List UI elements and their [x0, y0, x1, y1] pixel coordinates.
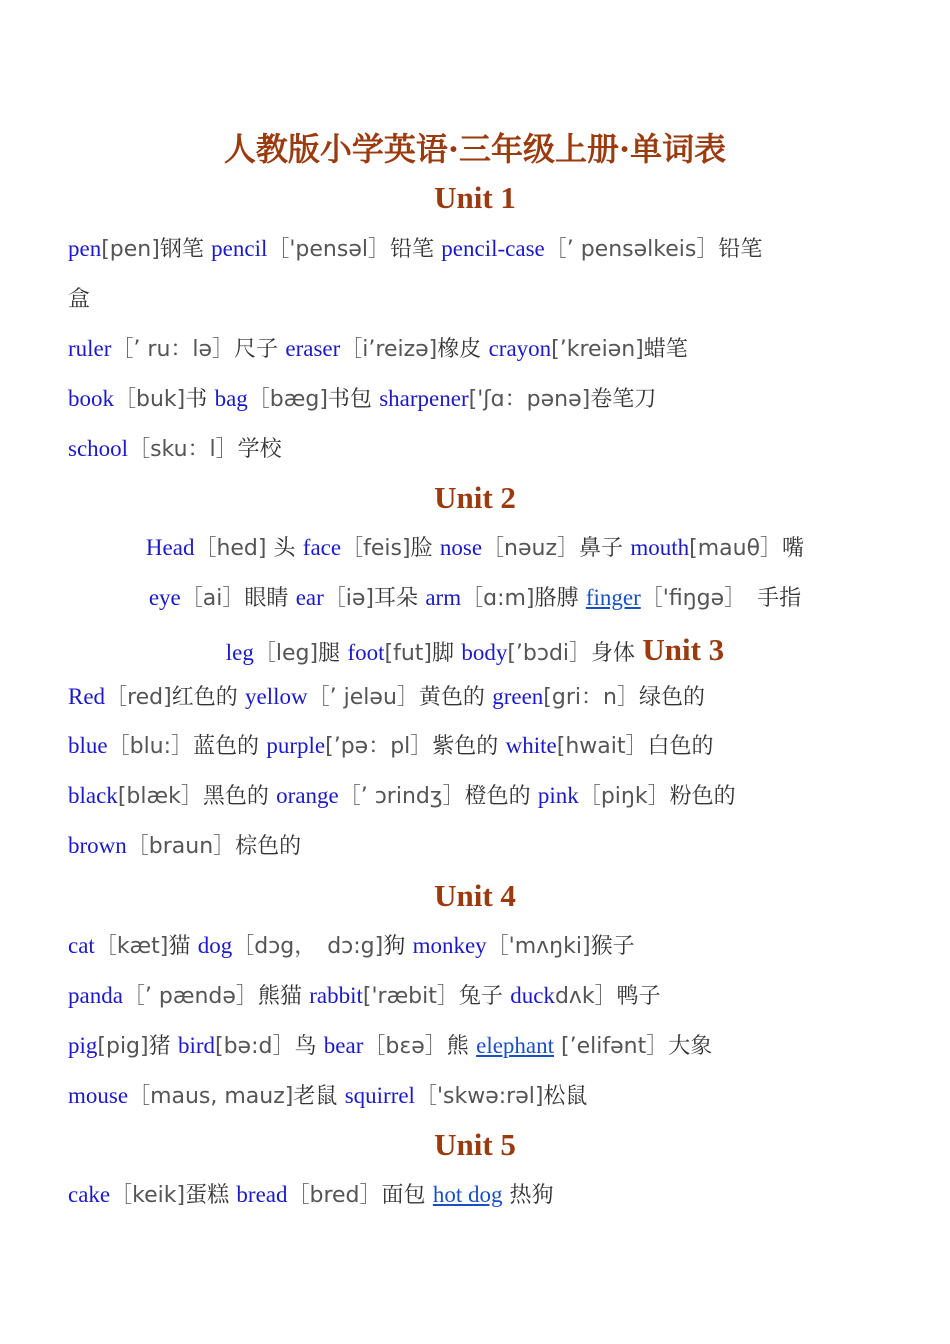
meaning: 蜡笔 [643, 337, 688, 362]
word: face [302, 535, 342, 560]
meaning: 书 [185, 387, 208, 412]
word: ruler [68, 336, 112, 361]
word: white [505, 733, 557, 758]
phonetic: ［braun］ [126, 834, 236, 859]
word: squirrel [344, 1083, 415, 1108]
word: crayon [488, 336, 552, 361]
unit-4-line-3 [68, 1029, 712, 1064]
unit-1-line-1-cont [68, 282, 90, 317]
word: pencil [211, 236, 268, 261]
meaning: 铅笔 [389, 237, 434, 262]
word: sharpener [379, 386, 469, 411]
meaning: 脚 [431, 641, 454, 666]
unit-4-line-2 [68, 979, 661, 1014]
word: cat [68, 933, 95, 958]
unit-5-line-1 [68, 1178, 554, 1213]
unit-2-line-3 [0, 630, 950, 674]
word: yellow [245, 684, 308, 709]
unit-1-line-2 [68, 332, 688, 367]
word-link[interactable]: elephant [476, 1033, 555, 1058]
phonetic: ［’ ɔrindʒ］ [338, 784, 465, 809]
meaning: 鸭子 [616, 984, 661, 1009]
word: leg [225, 640, 254, 665]
phonetic: ［hed] [194, 536, 267, 561]
meaning: 胳膊 [534, 586, 579, 611]
meaning: 钢笔 [159, 237, 204, 262]
meaning: 绿色的 [638, 685, 705, 710]
word-link[interactable]: finger [585, 585, 641, 610]
phonetic: ［blu:］ [107, 734, 194, 759]
word: mouse [68, 1083, 129, 1108]
phonetic: ［nəuz］ [482, 536, 580, 561]
unit-3-line-4 [68, 829, 301, 864]
phonetic: ［'fiŋgə］ [640, 586, 736, 611]
word: eye [148, 585, 181, 610]
meaning: 卷笔刀 [590, 387, 657, 412]
phonetic: ［sku：l］ [128, 437, 238, 462]
meaning: 身体 [591, 641, 636, 666]
unit-3-line-3 [68, 779, 736, 814]
meaning: 橙色的 [464, 784, 531, 809]
word: green [492, 684, 544, 709]
unit-1-line-1 [68, 232, 762, 267]
meaning: 猪 [148, 1034, 171, 1059]
phonetic: [gri：n］ [543, 685, 639, 710]
word: rabbit [309, 983, 363, 1008]
unit-2-line-1 [0, 531, 950, 566]
meaning: 面包 [381, 1183, 426, 1208]
unit-1-heading: Unit 1 [434, 180, 516, 215]
phonetic: ［buk] [114, 387, 186, 412]
word: brown [68, 833, 127, 858]
word: blue [68, 733, 108, 758]
phonetic: [blæk］ [117, 784, 203, 809]
phonetic: ［iə] [323, 586, 375, 611]
meaning: 书包 [327, 387, 372, 412]
word: nose [439, 535, 483, 560]
unit-4-line-4 [68, 1079, 587, 1114]
phonetic: ［’ pændə］ [122, 984, 258, 1009]
meaning: 狗 [383, 934, 406, 959]
phonetic: ［keik] [110, 1183, 186, 1208]
phonetic: ['ʃɑ：pənə] [468, 387, 591, 412]
unit-2-heading: Unit 2 [434, 480, 516, 515]
phonetic: ［’ ru：lə］ [111, 337, 235, 362]
meaning: 老鼠 [293, 1084, 338, 1109]
phonetic: ［bɛə］ [363, 1034, 447, 1059]
word: bird [177, 1033, 215, 1058]
unit-4-heading: Unit 4 [434, 878, 516, 913]
unit-2-line-2 [0, 581, 950, 616]
meaning: 黑色的 [202, 784, 269, 809]
phonetic: ［kæt] [94, 934, 169, 959]
phonetic: ［maus, mauz] [128, 1084, 294, 1109]
phonetic: [fut] [384, 641, 432, 666]
phonetic: [mauθ］ [689, 536, 783, 561]
word: mouth [630, 535, 690, 560]
word: foot [347, 640, 385, 665]
word: pig [68, 1033, 98, 1058]
phonetic: ［dɔg， dɔ:g] [232, 934, 384, 959]
phonetic: ［'pensəl］ [267, 237, 390, 262]
phonetic: [hwait］ [556, 734, 648, 759]
meaning: 黄色的 [418, 685, 485, 710]
word: purple [266, 733, 326, 758]
phonetic: ［feis] [341, 536, 411, 561]
phonetic: ［’ pensəlkeis］ [544, 237, 719, 262]
meaning: 脸 [410, 536, 433, 561]
unit-3-line-2 [68, 729, 714, 764]
unit-1-line-3 [68, 382, 656, 417]
phonetic: dʌk］ [554, 984, 617, 1009]
meaning: 腿 [318, 641, 341, 666]
word: duck [510, 983, 555, 1008]
word: Red [68, 684, 106, 709]
phonetic: ［bred］ [287, 1183, 382, 1208]
word: black [68, 783, 118, 808]
meaning: 学校 [237, 437, 282, 462]
meaning: 头 [266, 536, 296, 561]
meaning: 松鼠 [543, 1084, 588, 1109]
word: bag [214, 386, 248, 411]
meaning: 红色的 [171, 685, 238, 710]
unit-5-heading: Unit 5 [434, 1127, 516, 1162]
word: pen [68, 236, 102, 261]
word: book [68, 386, 114, 411]
meaning: 铅笔 [718, 237, 763, 262]
phonetic: ［’ jeləu］ [307, 685, 419, 710]
word: cake [68, 1182, 111, 1207]
meaning: 紫色的 [432, 734, 499, 759]
meaning: 手指 [735, 586, 802, 611]
phonetic: [pig] [97, 1034, 149, 1059]
meaning: 鼻子 [579, 536, 624, 561]
meaning: 橡皮 [437, 337, 482, 362]
meaning: 蓝色的 [193, 734, 260, 759]
word: school [68, 436, 129, 461]
phonetic: ［leg] [253, 641, 319, 666]
phonetic: ［piŋk］ [578, 784, 670, 809]
word: pencil-case [441, 236, 545, 261]
unit-4-line-1 [68, 929, 635, 964]
word: Head [145, 535, 195, 560]
unit-1-line-4 [68, 432, 282, 467]
unit-3-heading: Unit 3 [642, 632, 725, 667]
phonetic: ［i’reizə] [340, 337, 438, 362]
meaning: 兔子 [458, 984, 503, 1009]
meaning: 熊 [446, 1034, 469, 1059]
meaning: 耳朵 [374, 586, 419, 611]
word: body [461, 640, 508, 665]
phonetic: ［red] [105, 685, 172, 710]
meaning: 粉色的 [669, 784, 736, 809]
unit-3-line-1 [68, 680, 705, 715]
word: eraser [285, 336, 341, 361]
word: panda [68, 983, 123, 1008]
phonetic: [bə:d］ [215, 1034, 295, 1059]
meaning: 棕色的 [235, 834, 302, 859]
word: bread [236, 1182, 288, 1207]
phonetic: ［'skwə:rəl] [414, 1084, 544, 1109]
phonetic: [pen] [101, 237, 160, 262]
word: monkey [412, 933, 487, 958]
word: ear [295, 585, 324, 610]
meaning: 盒 [68, 287, 91, 312]
phonetic: ['ræbit］ [362, 984, 459, 1009]
meaning: 猫 [168, 934, 191, 959]
phonetic: [’elifənt］ [554, 1034, 669, 1059]
meaning: 眼睛 [244, 586, 289, 611]
meaning: 大象 [668, 1034, 713, 1059]
phonetic: [’pə：pl］ [325, 734, 433, 759]
word-link[interactable]: hot dog [432, 1182, 503, 1207]
phonetic: [’kreiən] [551, 337, 644, 362]
word: orange [276, 783, 339, 808]
word: dog [197, 933, 233, 958]
phonetic: ［ɑ:m] [461, 586, 535, 611]
meaning: 熊猫 [257, 984, 302, 1009]
word: bear [323, 1033, 364, 1058]
meaning: 蛋糕 [185, 1183, 230, 1208]
phonetic: ［'mʌŋki] [486, 934, 591, 959]
meaning: 猴子 [590, 934, 635, 959]
meaning: 嘴 [782, 536, 805, 561]
page-title: 人教版小学英语·三年级上册·单词表 [223, 130, 727, 168]
phonetic: [’bɔdi］ [507, 641, 592, 666]
phonetic: ［ai］ [180, 586, 245, 611]
phonetic: ［bæg] [247, 387, 328, 412]
meaning: 鸟 [294, 1034, 317, 1059]
meaning: 热狗 [509, 1183, 554, 1208]
word: pink [537, 783, 579, 808]
meaning: 尺子 [234, 337, 279, 362]
word: arm [425, 585, 462, 610]
meaning: 白色的 [647, 734, 714, 759]
